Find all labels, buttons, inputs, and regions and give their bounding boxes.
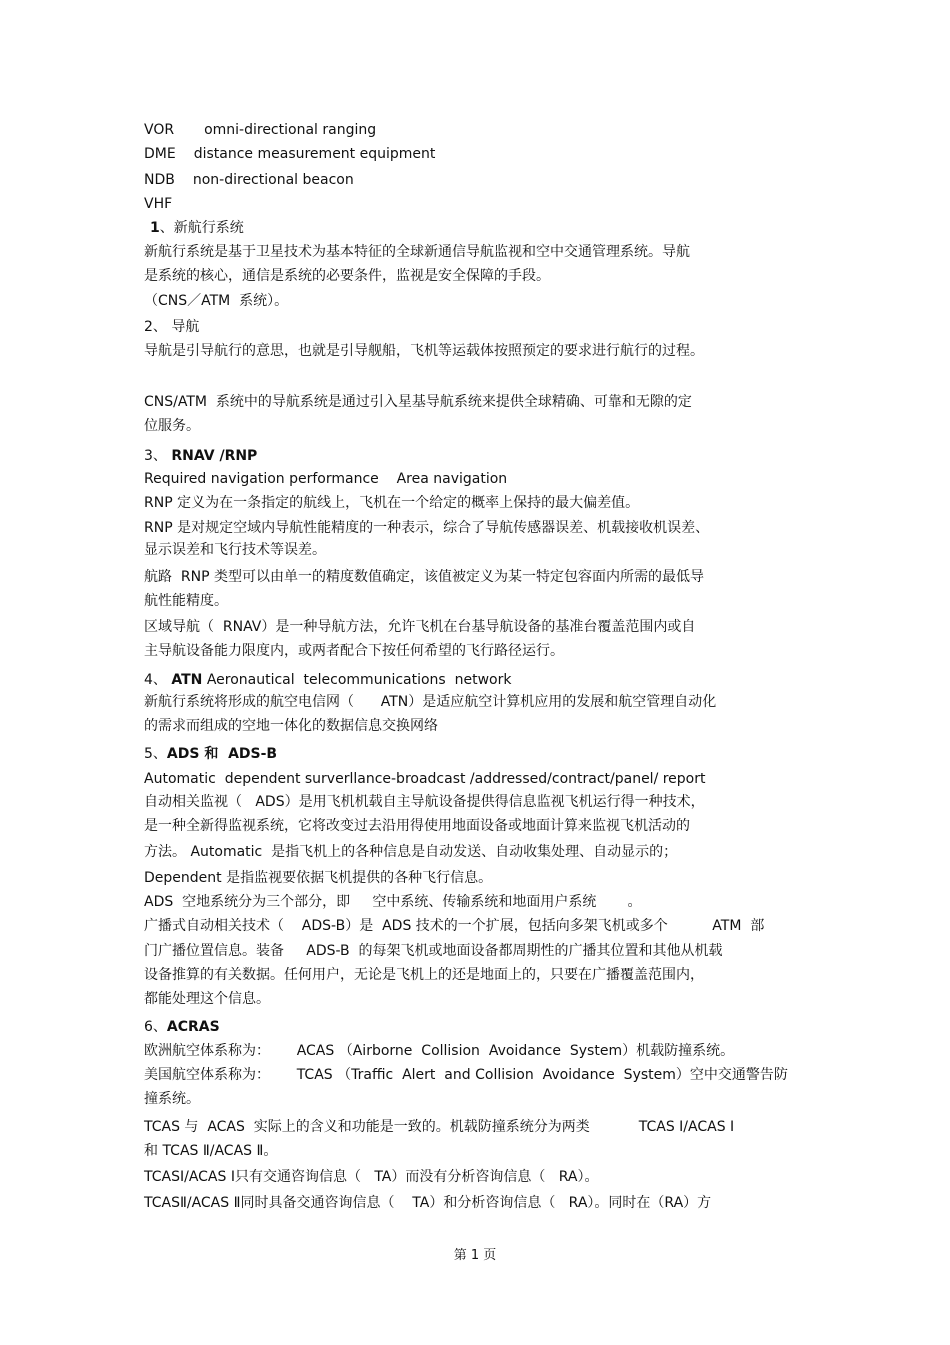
paragraph-line: 是系统的核心，通信是系统的必要条件，监视是安全保障的手段。 [144, 268, 550, 284]
section-subtitle: Aeronautical telecommunications network [202, 672, 512, 688]
abbr-vor [144, 121, 376, 139]
abbr-expansion: distance measurement equipment [193, 146, 436, 162]
paragraph-line: 的需求而组成的空地一体化的数据信息交换网络 [144, 718, 438, 734]
paragraph-line: TCAS 与 ACAS 实际上的含义和功能是一致的。机载防撞系统分为两类 TCAS Ⅰ/ACAS Ⅰ [144, 1119, 735, 1135]
section-4-heading [144, 671, 511, 689]
paragraph-line: 导航是引导航行的意思，也就是引导舰船，飞机等运载体按照预定的要求进行航行的过程。 [144, 343, 704, 359]
section-number: 4、 [144, 672, 172, 688]
section-3-heading [144, 447, 257, 465]
section-number: 1 [150, 220, 160, 236]
section-title: 、新航行系统 [159, 220, 244, 236]
paragraph-line: 美国航空体系称为： TCAS （Traffic Alert and Collision Avoidance System）空中交通警告防 [144, 1067, 788, 1083]
abbr-dme [144, 145, 435, 163]
paragraph-line: Dependent 是指监视要依据飞机提供的各种飞行信息。 [144, 870, 493, 886]
paragraph-line: CNS/ATM 系统中的导航系统是通过引入星基导航系统来提供全球精确、可靠和无隙的定 [144, 394, 692, 410]
abbr-term: NDB [144, 172, 175, 188]
section-title: ACRAS [166, 1019, 220, 1035]
paragraph-line: 广播式自动相关技术（ ADS-B）是 ADS 技术的一个扩展，包括向多架飞机或多个 ATM 部 [144, 918, 765, 934]
paragraph-line: 撞系统。 [144, 1091, 200, 1107]
paragraph-line: 自动相关监视（ ADS）是用飞机机载自主导航设备提供得信息监视飞机运行得一种技术， [144, 794, 705, 810]
paragraph-line: Automatic dependent surverllance-broadcast /addressed/contract/panel/ report [144, 771, 706, 787]
paragraph-line: 都能处理这个信息。 [144, 991, 270, 1007]
abbr-ndb [144, 171, 354, 189]
paragraph-line: 欧洲航空体系称为： ACAS （Airborne Collision Avoidance System）机载防撞系统。 [144, 1043, 735, 1059]
paragraph-line: RNP 定义为在一条指定的航线上，飞机在一个给定的概率上保持的最大偏差值。 [144, 495, 640, 511]
paragraph-line: 区域导航（ RNAV）是一种导航方法，允许飞机在台基导航设备的基准台覆盖范围内或自 [144, 619, 696, 635]
paragraph-line: 门广播位置信息。装备 ADS-B 的每架飞机或地面设备都周期性的广播其位置和其他从机载 [144, 943, 723, 959]
paragraph-line: 和 TCAS Ⅱ/ACAS Ⅱ。 [144, 1143, 278, 1159]
section-5-heading [144, 745, 277, 763]
paragraph-line: 主导航设备能力限度内，或两者配合下按任何希望的飞行路径运行。 [144, 643, 564, 659]
section-number: 3、 [144, 448, 172, 464]
paragraph-line: TCASⅠ/ACAS Ⅰ只有交通咨询信息（ TA）而没有分析咨询信息（ RA）。 [144, 1169, 599, 1185]
section-title: ADS 和 ADS-B [166, 746, 278, 762]
paragraph-line: （CNS／ATM 系统）。 [144, 293, 289, 309]
paragraph-line: 设备推算的有关数据。任何用户，无论是飞机上的还是地面上的，只要在广播覆盖范围内， [144, 967, 704, 983]
section-title: RNAV /RNP [171, 448, 258, 464]
section-number: 5、 [144, 746, 167, 762]
abbr-expansion: omni-directional ranging [204, 122, 377, 138]
paragraph-line: 航路 RNP 类型可以由单一的精度数值确定，该值被定义为某一特定包容面内所需的最低导 [144, 569, 704, 585]
paragraph-line: RNP 是对规定空域内导航性能精度的一种表示，综合了导航传感器误差、机载接收机误差、 [144, 520, 710, 536]
paragraph-line: 是一种全新得监视系统，它将改变过去沿用得使用地面设备或地面计算来监视飞机活动的 [144, 818, 690, 834]
paragraph-line: 显示误差和飞行技术等误差。 [144, 542, 326, 558]
paragraph-line: 新航行系统将形成的航空电信网（ ATN）是适应航空计算机应用的发展和航空管理自动化 [144, 694, 717, 710]
abbr-term: VHF [144, 196, 173, 212]
section-2-heading: 2、 导航 [144, 319, 200, 335]
abbr-term: VOR [144, 122, 175, 138]
abbr-expansion: non-directional beacon [192, 172, 354, 188]
paragraph-line: 位服务。 [144, 418, 200, 434]
section-number: 6、 [144, 1019, 167, 1035]
paragraph-line: Required navigation performance Area navigation [144, 471, 508, 487]
paragraph-line: ADS 空地系统分为三个部分，即 空中系统、传输系统和地面用户系统 。 [144, 894, 642, 910]
page-number: 第 1 页 [453, 1248, 497, 1263]
paragraph-line: 新航行系统是基于卫星技术为基本特征的全球新通信导航监视和空中交通管理系统。导航 [144, 244, 690, 260]
abbr-term: DME [144, 146, 176, 162]
section-1-heading [150, 219, 244, 237]
abbr-vhf [144, 195, 172, 213]
section-6-heading [144, 1018, 220, 1036]
section-title: ATN [171, 672, 203, 688]
paragraph-line: 方法。 Automatic 是指飞机上的各种信息是自动发送、自动收集处理、自动显示的； [144, 844, 678, 860]
paragraph-line: TCASⅡ/ACAS Ⅱ同时具备交通咨询信息（ TA）和分析咨询信息（ RA）。同时在（RA）方 [144, 1195, 712, 1211]
paragraph-line: 航性能精度。 [144, 593, 228, 609]
